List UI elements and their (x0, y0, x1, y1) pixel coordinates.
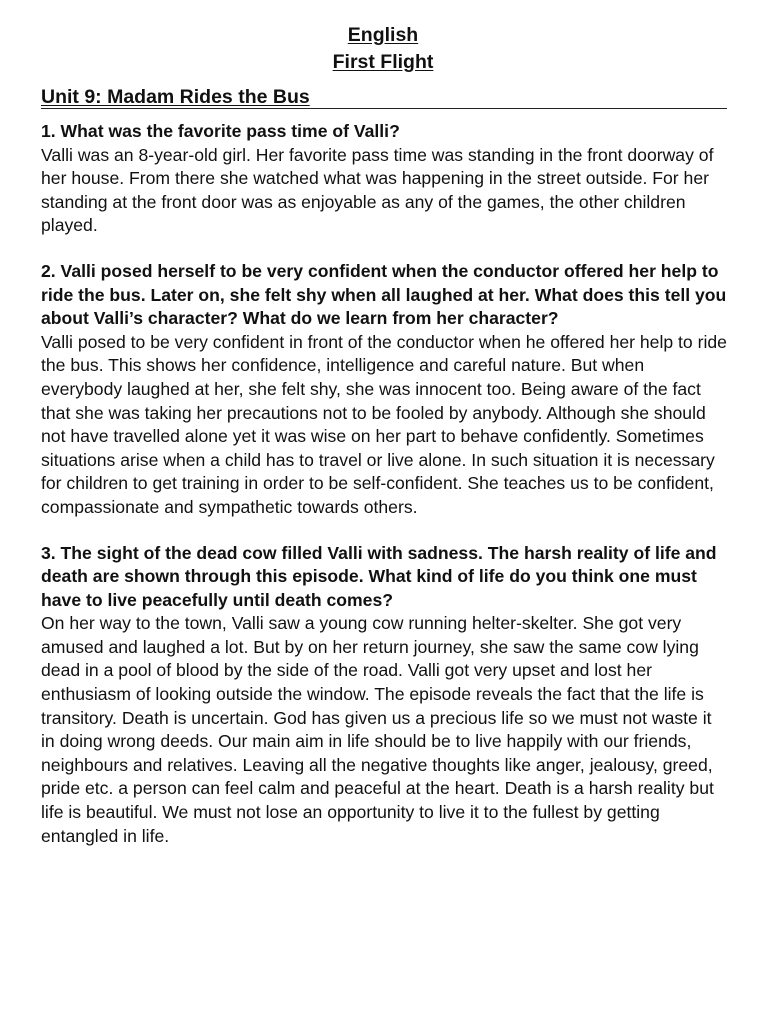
question-block-2 (41, 260, 727, 520)
question-1: 1. What was the favorite pass time of Valli? (41, 121, 400, 141)
question-block-1 (41, 120, 727, 238)
answer-1: Valli was an 8-year-old girl. Her favorite pass time was standing in the front doorway of her house. From there she watched what was happening in the street outside. For her standing at the front door was as enjoyable as any of the games, the other children played. (41, 144, 714, 236)
document-page (41, 22, 727, 848)
question-2: 2. Valli posed herself to be very confident when the conductor offered her help to ride the bus. Later on, she felt shy when all laughed at her. What does this tell you about Valli’s character? What do we learn from her character? (41, 260, 727, 329)
book-title: First Flight (332, 51, 434, 73)
question-3: 3. The sight of the dead cow filled Valli with sadness. The harsh reality of life and death are shown through this episode. What kind of life do you think one must have to live peacefully until death comes? (41, 542, 717, 610)
answer-3: On her way to the town, Valli saw a young cow running helter-skelter. She got very amused and laughed a lot. But by on her return journey, she saw the same cow lying dead in a pool of blood by the side of the road. Valli got very upset and lost her enthusiasm of looking outside the window. The episode reveals the fact that the life is transitory. Death is uncertain. God has given us a precious life so we must not waste it in doing wrong deeds. Our main aim in life should be to live happily with our friends, neighbours and relatives. Leaving all the negative thoughts like anger, jealousy, greed, pride etc. a person can feel calm and peaceful at the heart. Death is a harsh reality but life is beautiful. We must not lose an opportunity to live it to the fullest by getting entangled in life. (41, 613, 714, 846)
document-header (39, 22, 727, 76)
subject-title: English (347, 24, 419, 46)
unit-heading: Unit 9: Madam Rides the Bus (41, 86, 310, 108)
answer-2: Valli posed to be very confident in front of the conductor when he offered her help to ride the bus. This shows her confidence, intelligence and careful nature. But when everybody laughed at her, she felt shy, she was innocent too. Being aware of the fact that she was taking her precautions not to be fooled by anybody. Although she should not have travelled alone yet it was wise on her part to behave confidently. Sometimes situations arise when a child has to travel or live alone. In such situation it is necessary for children to get training in order to be self-confident. She teaches us to be confident, compassionate and sympathetic towards others. (41, 331, 727, 517)
question-block-3 (41, 542, 727, 849)
